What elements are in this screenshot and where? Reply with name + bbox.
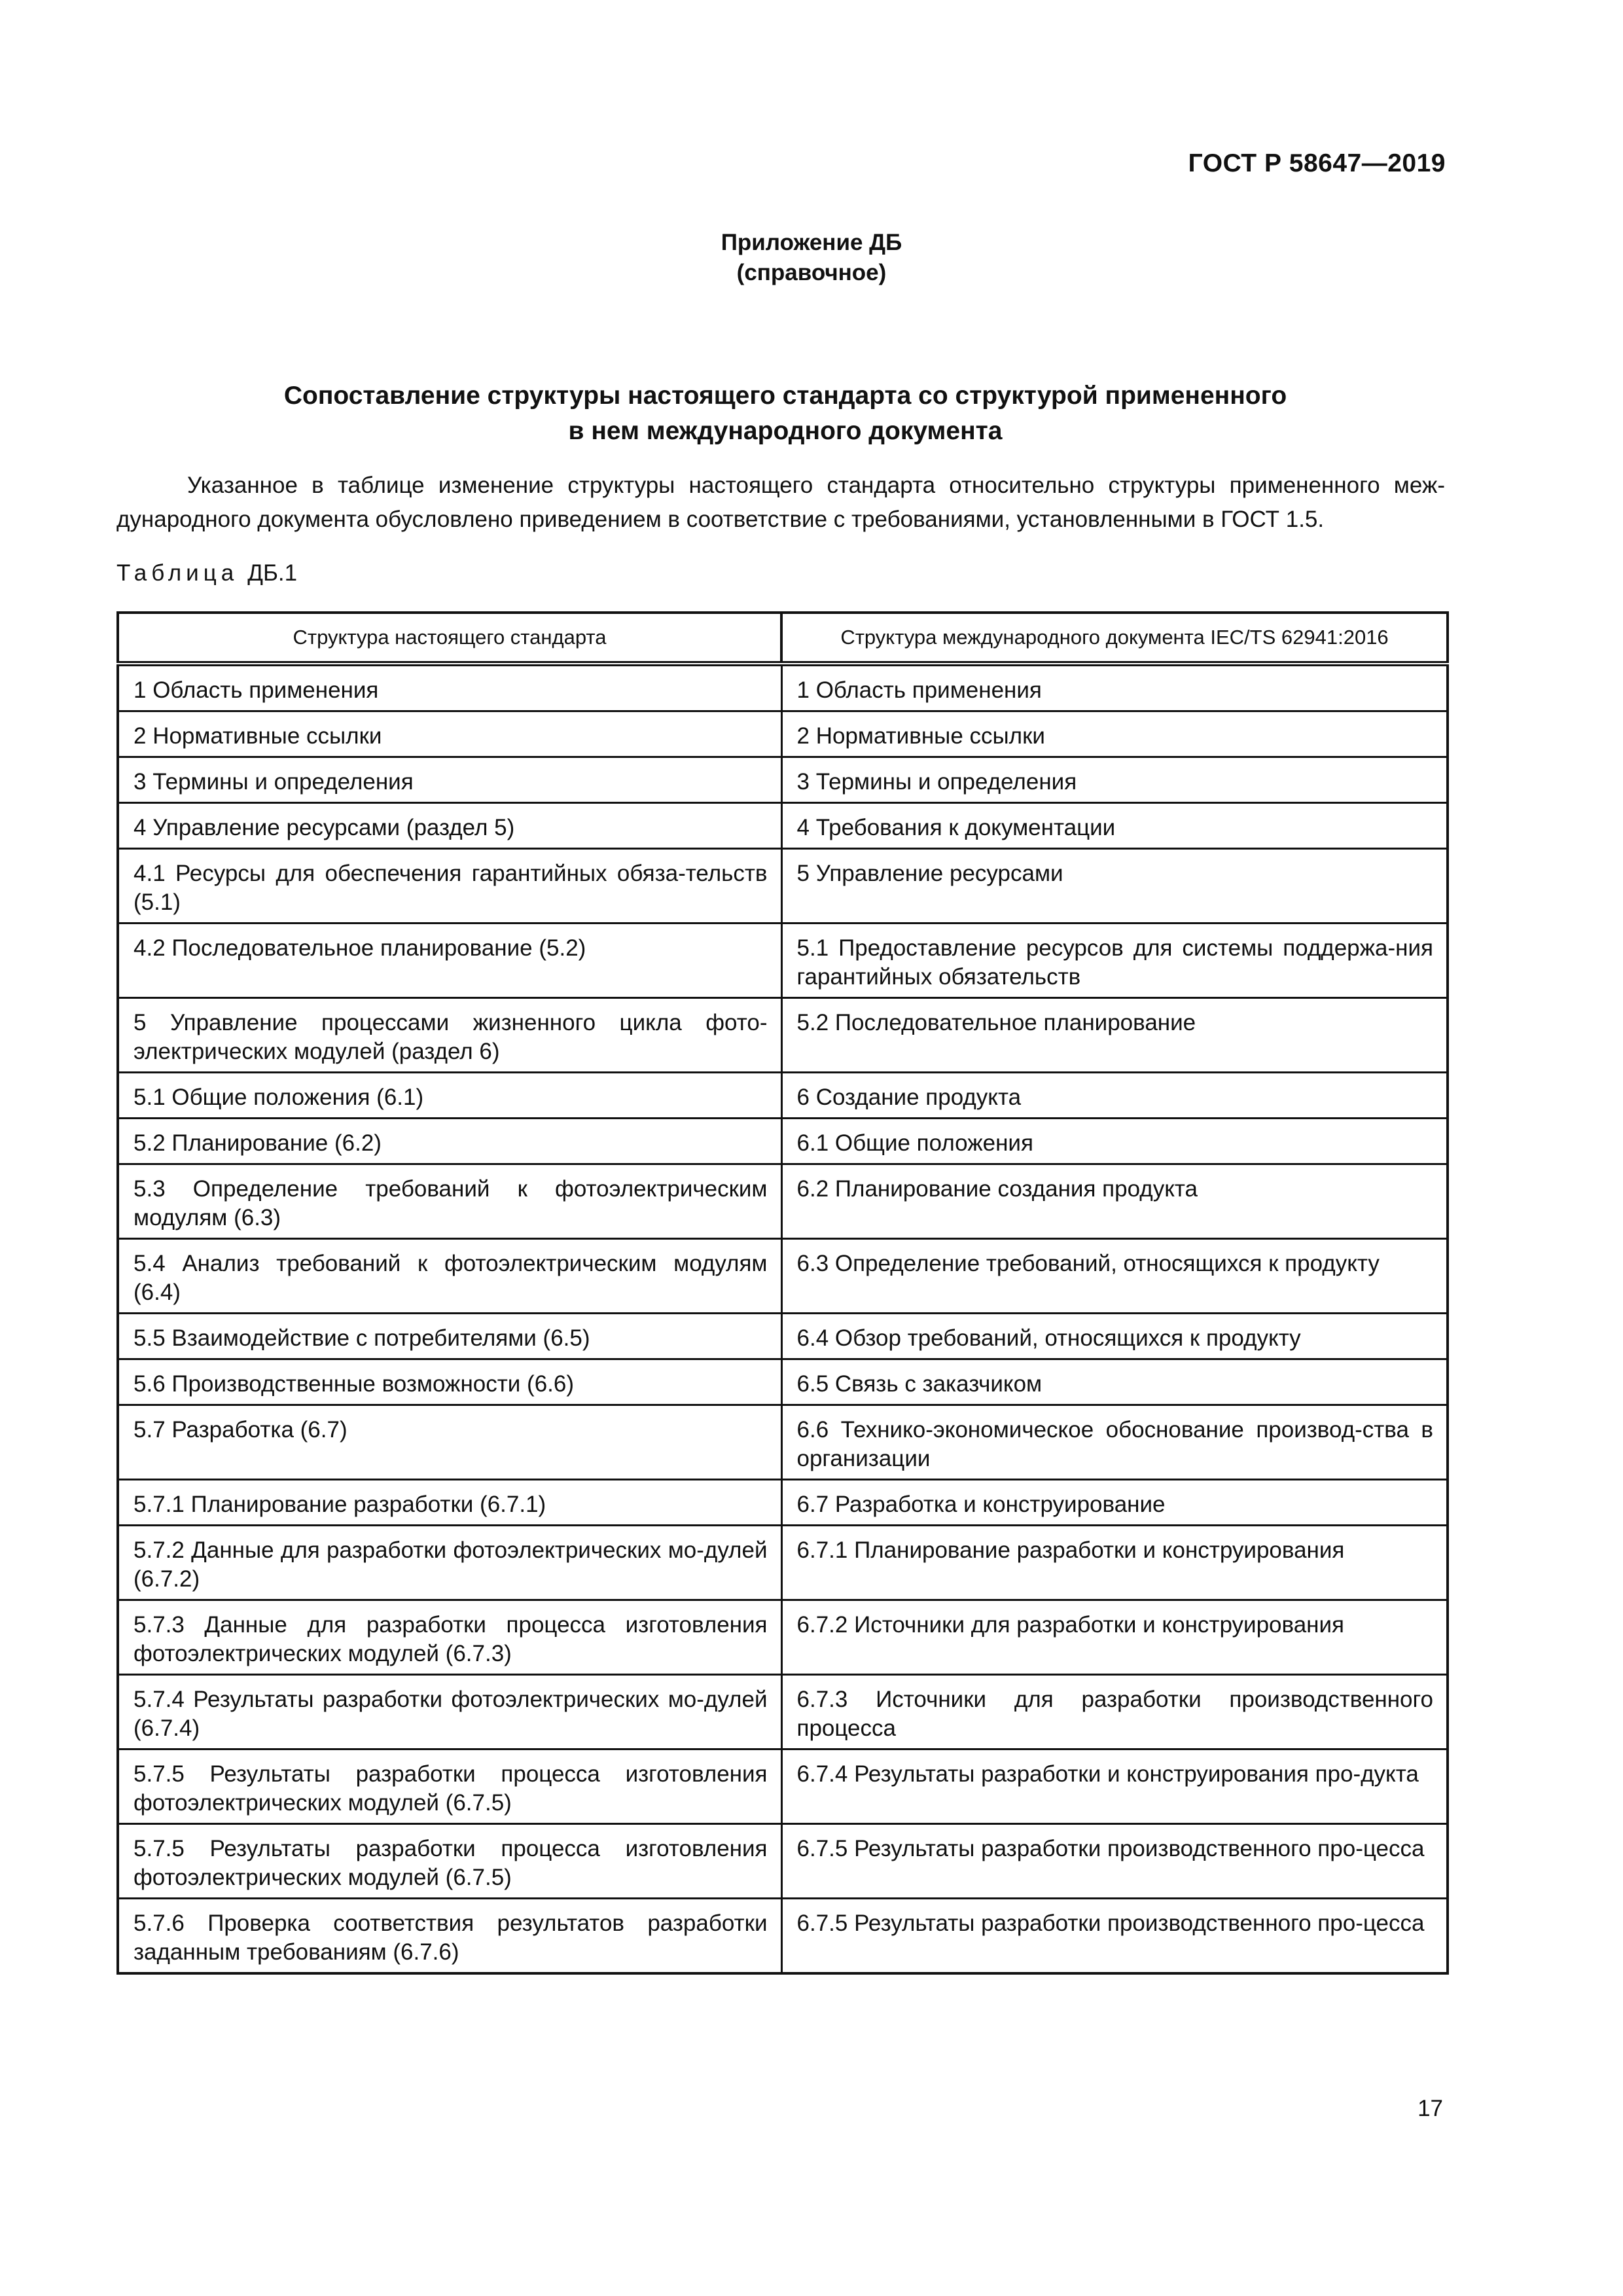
cell-current-standard: 5.1 Общие положения (6.1): [118, 1073, 781, 1119]
annex-heading: [0, 228, 1623, 288]
table-caption: [116, 560, 297, 586]
table-row: [118, 1119, 1448, 1164]
table-row: [118, 998, 1448, 1073]
cell-current-standard: 5.5 Взаимодействие с потребителями (6.5): [118, 1314, 781, 1359]
table-row: [118, 924, 1448, 998]
cell-international-document: 5.2 Последовательное планирование: [781, 998, 1448, 1073]
cell-international-document: 6.7.5 Результаты разработки производственного про-цесса: [781, 1899, 1448, 1974]
cell-current-standard: 5.7.3 Данные для разработки процесса изготовления фотоэлектрических модулей (6.7.3): [118, 1600, 781, 1675]
cell-international-document: 2 Нормативные ссылки: [781, 711, 1448, 757]
table-row: [118, 1824, 1448, 1899]
table-row: [118, 1405, 1448, 1480]
cell-current-standard: 5.2 Планирование (6.2): [118, 1119, 781, 1164]
column-header-current-standard: Структура настоящего стандарта: [118, 613, 781, 664]
table-row: [118, 803, 1448, 849]
cell-current-standard: 2 Нормативные ссылки: [118, 711, 781, 757]
annex-title: Приложение ДБ: [721, 230, 902, 255]
cell-international-document: 6.7 Разработка и конструирование: [781, 1480, 1448, 1526]
table-row: [118, 1899, 1448, 1974]
document-title-line-2: в нем международного документа: [568, 417, 1003, 445]
document-title-line-1: Сопоставление структуры настоящего стандарта со структурой примененного: [283, 382, 1287, 410]
cell-current-standard: 5.6 Производственные возможности (6.6): [118, 1359, 781, 1405]
cell-international-document: 6.4 Обзор требований, относящихся к продукту: [781, 1314, 1448, 1359]
cell-international-document: 5 Управление ресурсами: [781, 849, 1448, 924]
cell-international-document: 6.5 Связь с заказчиком: [781, 1359, 1448, 1405]
cell-international-document: 6.1 Общие положения: [781, 1119, 1448, 1164]
intro-paragraph: Указанное в таблице изменение структуры настоящего стандарта относительно структуры примененного меж-дународного документа обусловлено приведением в соответствие с требованиями, установленными в ГОСТ 1.5.: [116, 473, 1445, 532]
cell-international-document: 6.6 Технико-экономическое обоснование производ-ства в организации: [781, 1405, 1448, 1480]
cell-international-document: 6.7.5 Результаты разработки производственного про-цесса: [781, 1824, 1448, 1899]
column-header-international-document: Структура международного документа IEC/TS 62941:2016: [781, 613, 1448, 664]
table-row: [118, 1600, 1448, 1675]
cell-international-document: 6.7.1 Планирование разработки и конструирования: [781, 1526, 1448, 1600]
table-row: [118, 1749, 1448, 1824]
table-row: [118, 1359, 1448, 1405]
cell-current-standard: 5.7.2 Данные для разработки фотоэлектрических мо-дулей (6.7.2): [118, 1526, 781, 1600]
annex-subtitle: (справочное): [736, 260, 887, 285]
cell-current-standard: 5.7.5 Результаты разработки процесса изготовления фотоэлектрических модулей (6.7.5): [118, 1824, 781, 1899]
cell-current-standard: 5.7 Разработка (6.7): [118, 1405, 781, 1480]
cell-international-document: 6.7.2 Источники для разработки и конструирования: [781, 1600, 1448, 1675]
cell-international-document: 6.7.4 Результаты разработки и конструирования про-дукта: [781, 1749, 1448, 1824]
table-header-row: [118, 613, 1448, 664]
cell-international-document: 5.1 Предоставление ресурсов для системы поддержа-ния гарантийных обязательств: [781, 924, 1448, 998]
cell-international-document: 6.3 Определение требований, относящихся к продукту: [781, 1239, 1448, 1314]
table-row: [118, 1073, 1448, 1119]
cell-current-standard: 5.7.1 Планирование разработки (6.7.1): [118, 1480, 781, 1526]
cell-international-document: 1 Область применения: [781, 664, 1448, 711]
cell-international-document: 6 Создание продукта: [781, 1073, 1448, 1119]
table-row: [118, 1239, 1448, 1314]
standard-id: ГОСТ Р 58647—2019: [1188, 149, 1446, 177]
table-row: [118, 1675, 1448, 1749]
cell-current-standard: 5 Управление процессами жизненного цикла фото-электрических модулей (раздел 6): [118, 998, 781, 1073]
cell-current-standard: 5.7.6 Проверка соответствия результатов разработки заданным требованиям (6.7.6): [118, 1899, 781, 1974]
table-row: [118, 1164, 1448, 1239]
table-row: [118, 1314, 1448, 1359]
structure-comparison-table: [116, 611, 1449, 1975]
table-row: [118, 1526, 1448, 1600]
cell-current-standard: 4.1 Ресурсы для обеспечения гарантийных обяза-тельств (5.1): [118, 849, 781, 924]
cell-international-document: 6.2 Планирование создания продукта: [781, 1164, 1448, 1239]
cell-current-standard: 5.4 Анализ требований к фотоэлектрическим модулям (6.4): [118, 1239, 781, 1314]
cell-current-standard: 1 Область применения: [118, 664, 781, 711]
cell-international-document: 3 Термины и определения: [781, 757, 1448, 803]
cell-international-document: 4 Требования к документации: [781, 803, 1448, 849]
table-row: [118, 664, 1448, 711]
table-row: [118, 711, 1448, 757]
page-number: 17: [1418, 2096, 1443, 2121]
cell-international-document: 6.7.3 Источники для разработки производственного процесса: [781, 1675, 1448, 1749]
cell-current-standard: 5.3 Определение требований к фотоэлектрическим модулям (6.3): [118, 1164, 781, 1239]
cell-current-standard: 5.7.4 Результаты разработки фотоэлектрических мо-дулей (6.7.4): [118, 1675, 781, 1749]
table-row: [118, 757, 1448, 803]
table-body: [118, 664, 1448, 1973]
document-title: [196, 378, 1374, 449]
cell-current-standard: 4.2 Последовательное планирование (5.2): [118, 924, 781, 998]
table-caption-number: ДБ.1: [247, 560, 298, 586]
table-row: [118, 849, 1448, 924]
cell-current-standard: 3 Термины и определения: [118, 757, 781, 803]
cell-current-standard: 5.7.5 Результаты разработки процесса изготовления фотоэлектрических модулей (6.7.5): [118, 1749, 781, 1824]
table-caption-label: Таблица: [116, 560, 239, 586]
table-row: [118, 1480, 1448, 1526]
cell-current-standard: 4 Управление ресурсами (раздел 5): [118, 803, 781, 849]
